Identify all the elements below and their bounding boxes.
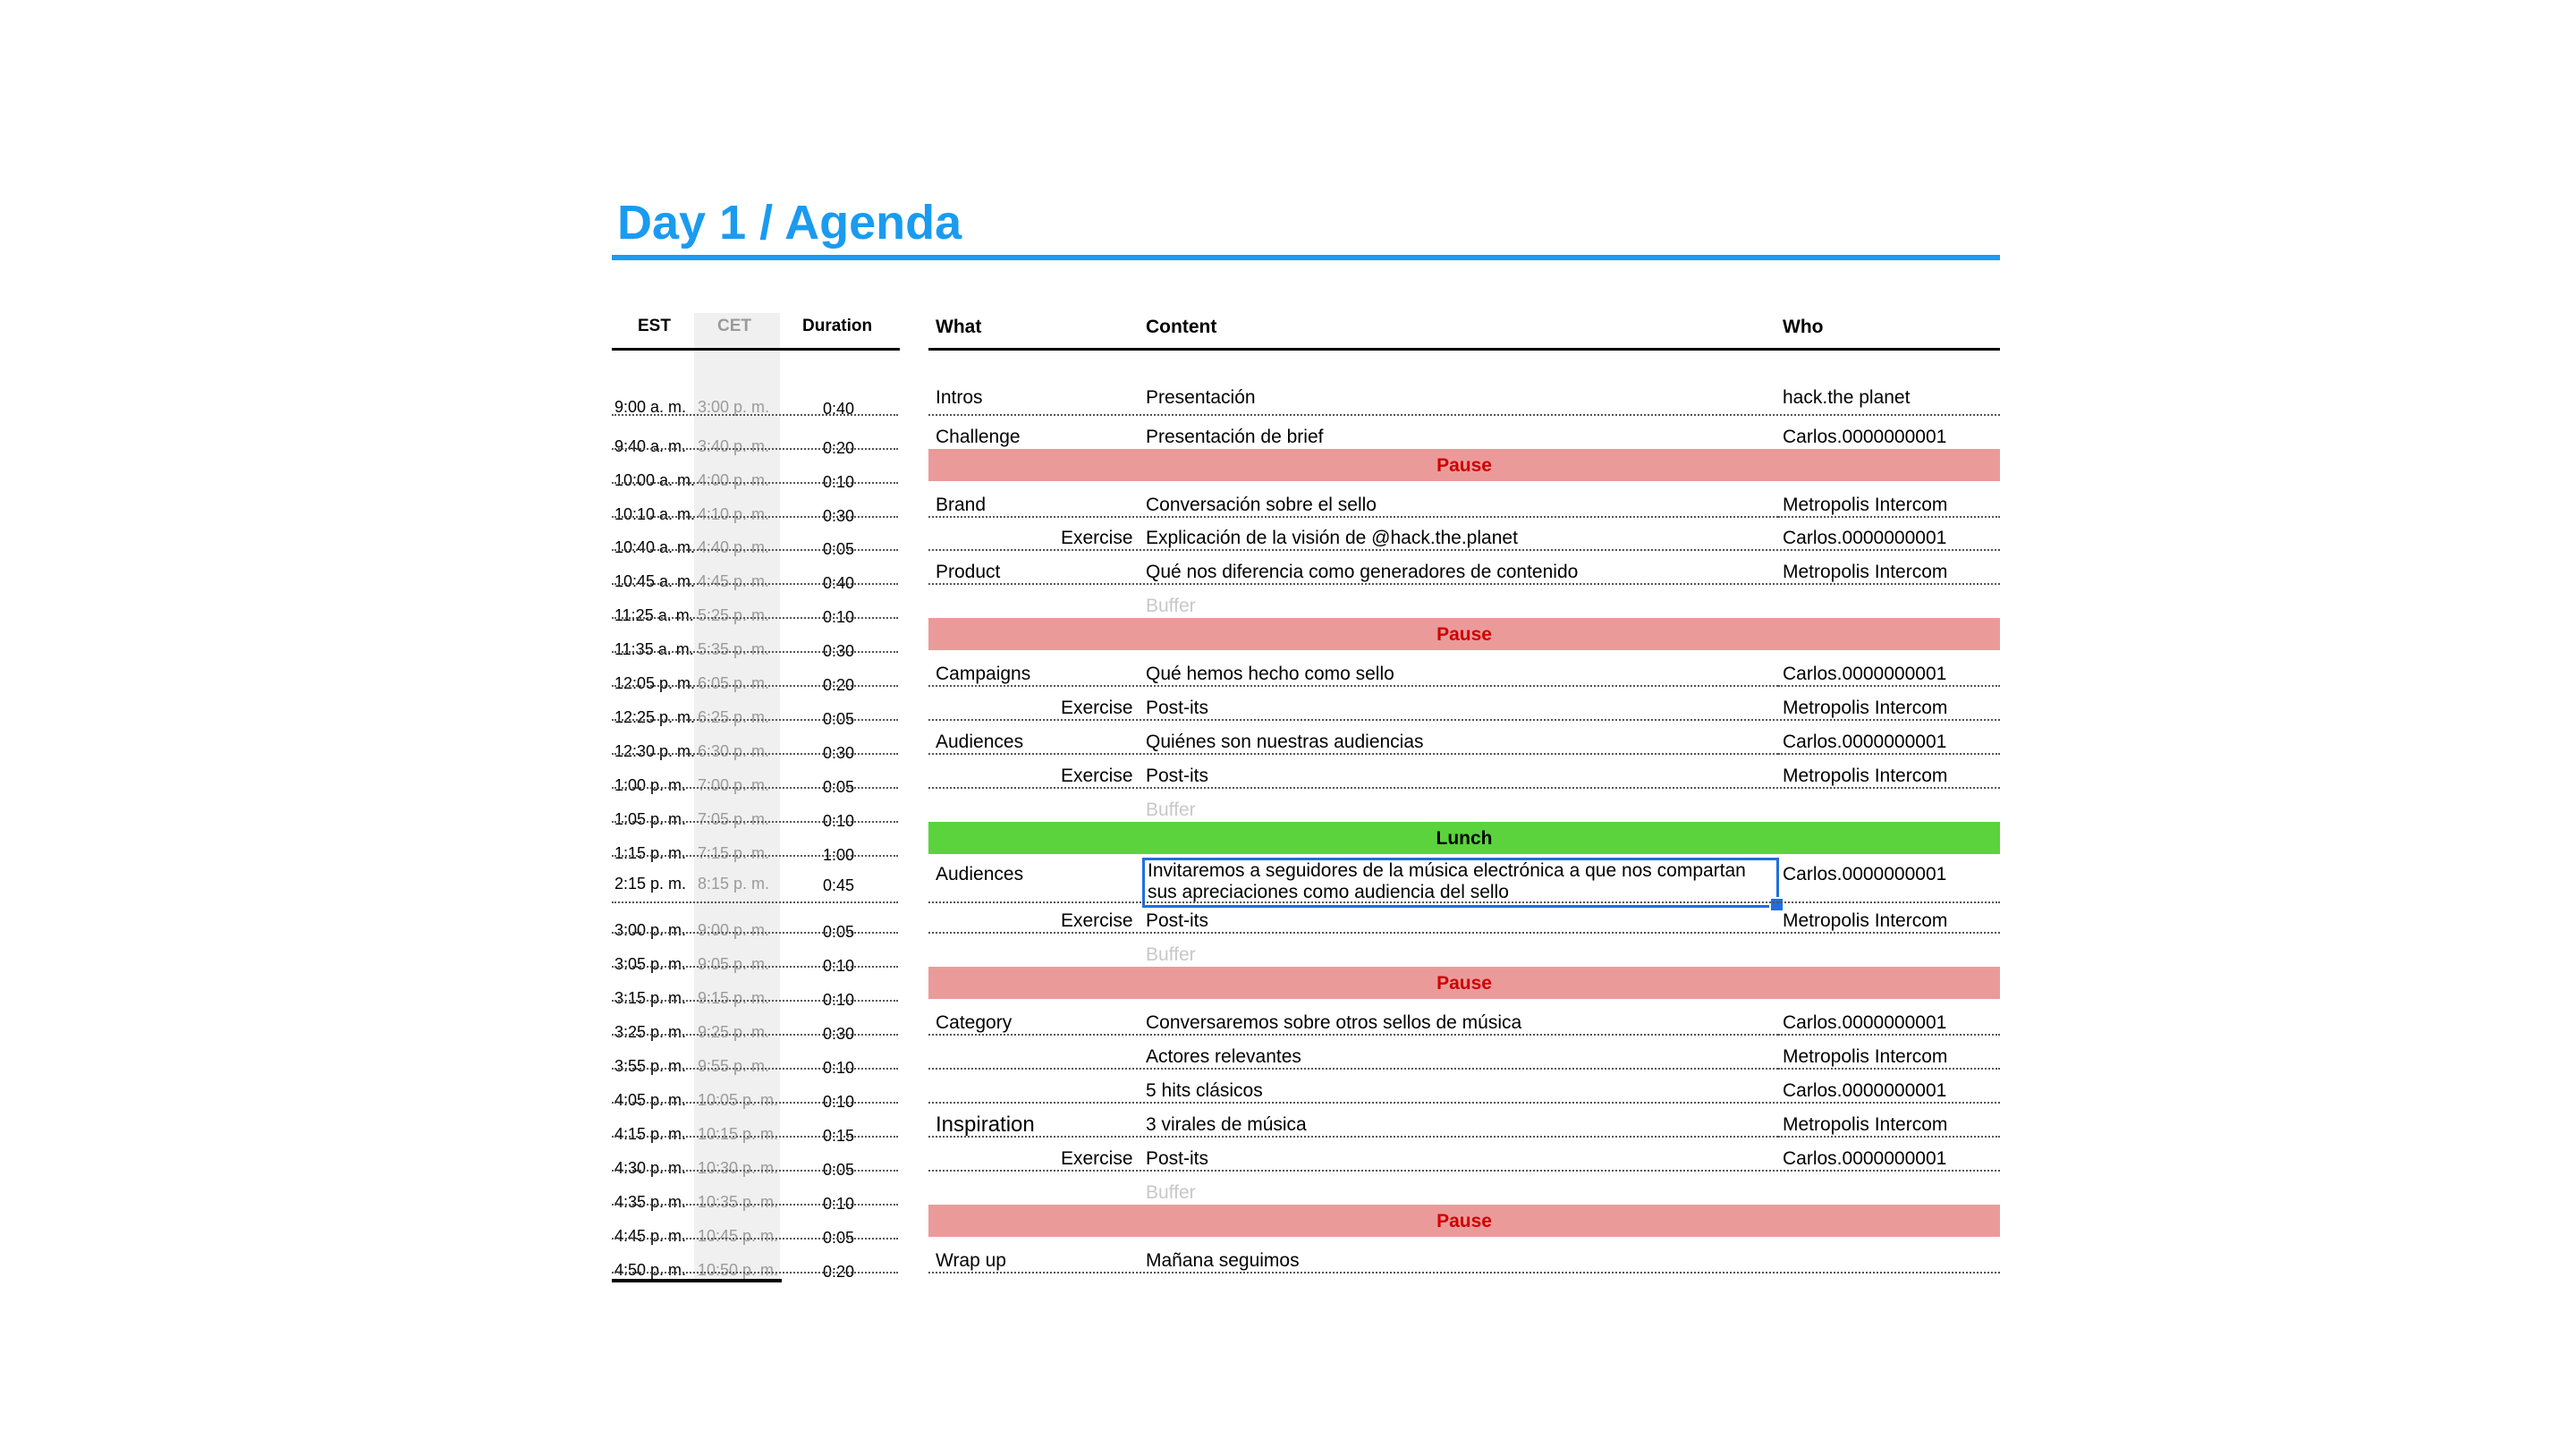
presenter: Metropolis Intercom bbox=[1783, 698, 1948, 718]
time-est: 1:05 p. m. bbox=[614, 810, 687, 828]
row-divider bbox=[928, 583, 2000, 585]
row-divider bbox=[612, 617, 898, 619]
row-divider bbox=[612, 482, 898, 484]
row-divider bbox=[928, 516, 1778, 518]
time-est: 2:15 p. m. bbox=[614, 875, 687, 893]
row-divider bbox=[612, 1034, 898, 1036]
row-divider bbox=[928, 1034, 1778, 1036]
time-est: 3:25 p. m. bbox=[614, 1023, 687, 1041]
presenter: Metropolis Intercom bbox=[1783, 495, 1948, 515]
bottom-rule bbox=[612, 1279, 782, 1282]
time-est: 4:15 p. m. bbox=[614, 1125, 687, 1143]
row-divider bbox=[612, 549, 898, 551]
duration: 0:30 bbox=[823, 507, 855, 525]
time-cet: 6:30 p. m. bbox=[698, 742, 770, 760]
activity-what: Campaigns bbox=[936, 664, 1031, 684]
time-est: 12:25 p. m. bbox=[614, 708, 696, 726]
time-est: 4:50 p. m. bbox=[614, 1261, 687, 1279]
time-est: 3:00 p. m. bbox=[614, 921, 687, 939]
duration: 0:40 bbox=[823, 400, 855, 418]
time-cet: 4:40 p. m. bbox=[698, 538, 770, 556]
presenter: hack.the planet bbox=[1783, 387, 1911, 408]
duration: 0:10 bbox=[823, 608, 855, 626]
content-text: Actores relevantes bbox=[1146, 1046, 1301, 1067]
row-divider bbox=[928, 685, 1778, 687]
row-divider bbox=[612, 855, 898, 857]
duration: 0:40 bbox=[823, 574, 855, 592]
time-est: 3:05 p. m. bbox=[614, 955, 687, 973]
time-est: 11:25 a. m. bbox=[614, 606, 694, 624]
duration: 0:05 bbox=[823, 778, 855, 796]
buffer-label: Buffer bbox=[1146, 596, 1196, 616]
row-divider bbox=[928, 549, 2000, 551]
duration: 0:20 bbox=[823, 439, 855, 457]
row-divider bbox=[1778, 1136, 2000, 1138]
content-text: Explicación de la visión de @hack.the.planet bbox=[1146, 528, 1518, 548]
pause-band: Pause bbox=[928, 618, 2000, 650]
time-cet: 5:35 p. m. bbox=[698, 640, 770, 658]
time-cet: 10:05 p. m. bbox=[698, 1091, 779, 1109]
duration: 0:10 bbox=[823, 991, 855, 1009]
time-est: 10:45 a. m. bbox=[614, 572, 696, 590]
buffer-label: Buffer bbox=[1146, 1182, 1196, 1203]
exercise-label: Exercise bbox=[1061, 698, 1133, 718]
time-est: 10:00 a. m. bbox=[614, 471, 696, 489]
activity-what: Audiences bbox=[936, 732, 1024, 752]
row-divider bbox=[612, 932, 898, 934]
row-divider bbox=[928, 753, 1778, 755]
row-divider bbox=[928, 1068, 1778, 1070]
row-divider bbox=[612, 685, 898, 687]
row-divider bbox=[1778, 1068, 2000, 1070]
presenter: Carlos.0000000001 bbox=[1783, 664, 1947, 684]
row-divider bbox=[612, 966, 898, 968]
row-divider bbox=[928, 901, 1778, 903]
duration: 0:10 bbox=[823, 1195, 855, 1213]
duration: 0:20 bbox=[823, 1263, 855, 1281]
row-divider bbox=[612, 753, 898, 755]
presenter: Carlos.0000000001 bbox=[1783, 1012, 1947, 1033]
presenter: Metropolis Intercom bbox=[1783, 766, 1948, 786]
time-cet: 8:15 p. m. bbox=[698, 875, 770, 893]
presenter: Carlos.0000000001 bbox=[1783, 528, 1947, 548]
content-text: Qué hemos hecho como sello bbox=[1146, 664, 1394, 684]
duration: 0:30 bbox=[823, 1025, 855, 1043]
time-cet: 9:55 p. m. bbox=[698, 1057, 770, 1075]
header-rule-left bbox=[612, 348, 900, 351]
row-divider bbox=[928, 932, 2000, 934]
exercise-label: Exercise bbox=[1061, 528, 1133, 548]
content-text: Post-its bbox=[1146, 766, 1209, 786]
row-divider bbox=[612, 787, 898, 789]
header-who: Who bbox=[1783, 317, 1824, 337]
activity-what: Brand bbox=[936, 495, 987, 515]
row-divider bbox=[1778, 685, 2000, 687]
row-divider bbox=[612, 1000, 898, 1002]
lunch-band: Lunch bbox=[928, 822, 2000, 854]
exercise-label: Exercise bbox=[1061, 766, 1133, 786]
time-est: 4:35 p. m. bbox=[614, 1193, 687, 1211]
duration: 0:45 bbox=[823, 876, 855, 894]
activity-what: Inspiration bbox=[936, 1113, 1035, 1137]
time-est: 9:00 a. m. bbox=[614, 398, 687, 416]
time-cet: 7:05 p. m. bbox=[698, 810, 770, 828]
time-cet: 4:10 p. m. bbox=[698, 505, 770, 523]
row-divider bbox=[612, 1068, 898, 1070]
activity-what: Intros bbox=[936, 387, 983, 408]
row-divider bbox=[928, 1170, 2000, 1172]
content-text: Mañana seguimos bbox=[1146, 1250, 1300, 1271]
row-divider bbox=[1778, 901, 2000, 903]
content-text: Presentación bbox=[1146, 387, 1256, 408]
time-cet: 10:50 p. m. bbox=[698, 1261, 779, 1279]
time-est: 10:10 a. m. bbox=[614, 505, 696, 523]
content-text: 5 hits clásicos bbox=[1146, 1080, 1263, 1101]
duration: 0:30 bbox=[823, 744, 855, 762]
presenter: Carlos.0000000001 bbox=[1783, 732, 1947, 752]
time-cet: 4:00 p. m. bbox=[698, 471, 770, 489]
row-divider bbox=[928, 1136, 1778, 1138]
duration: 0:15 bbox=[823, 1127, 855, 1145]
row-divider bbox=[612, 1204, 898, 1206]
row-divider bbox=[612, 1102, 898, 1104]
row-divider bbox=[1778, 1034, 2000, 1036]
presenter: Metropolis Intercom bbox=[1783, 562, 1948, 582]
row-divider bbox=[1778, 516, 2000, 518]
content-text: Post-its bbox=[1146, 1148, 1209, 1169]
buffer-label: Buffer bbox=[1146, 800, 1196, 820]
page-title: Day 1 / Agenda bbox=[617, 196, 962, 250]
content-text: Quiénes son nuestras audiencias bbox=[1146, 732, 1424, 752]
exercise-label: Exercise bbox=[1061, 1148, 1133, 1169]
time-cet: 10:45 p. m. bbox=[698, 1227, 779, 1245]
duration: 0:20 bbox=[823, 676, 855, 694]
time-est: 12:30 p. m. bbox=[614, 742, 696, 760]
duration: 0:10 bbox=[823, 957, 855, 975]
time-cet: 9:25 p. m. bbox=[698, 1023, 770, 1041]
time-est: 4:05 p. m. bbox=[614, 1091, 687, 1109]
duration: 0:05 bbox=[823, 923, 855, 941]
content-text: 3 virales de música bbox=[1146, 1114, 1307, 1135]
time-cet: 7:00 p. m. bbox=[698, 776, 770, 794]
row-divider bbox=[612, 1272, 898, 1274]
content-text: Post-its bbox=[1146, 698, 1209, 718]
presenter: Metropolis Intercom bbox=[1783, 1046, 1948, 1067]
row-divider bbox=[612, 1136, 898, 1138]
activity-what: Audiences bbox=[936, 864, 1024, 884]
row-divider bbox=[928, 1272, 2000, 1274]
duration: 0:05 bbox=[823, 1229, 855, 1247]
row-divider bbox=[612, 821, 898, 823]
time-cet: 9:00 p. m. bbox=[698, 921, 770, 939]
row-divider bbox=[612, 1170, 898, 1172]
content-text: Presentación de brief bbox=[1146, 427, 1324, 447]
time-cet: 5:25 p. m. bbox=[698, 606, 770, 624]
time-est: 11:35 a. m. bbox=[614, 640, 694, 658]
activity-what: Wrap up bbox=[936, 1250, 1006, 1271]
time-est: 3:15 p. m. bbox=[614, 989, 687, 1007]
row-divider bbox=[612, 448, 898, 450]
exercise-label: Exercise bbox=[1061, 910, 1133, 931]
pause-band: Pause bbox=[928, 967, 2000, 999]
header-rule-main bbox=[928, 348, 2000, 351]
row-divider bbox=[612, 1238, 898, 1240]
row-divider bbox=[612, 651, 898, 653]
time-cet: 10:30 p. m. bbox=[698, 1159, 779, 1177]
pause-band: Pause bbox=[928, 1205, 2000, 1237]
content-text: Invitaremos a seguidores de la música electrónica a que nos compartan sus apreciaciones como audiencia del sello bbox=[1148, 860, 1746, 902]
row-divider bbox=[612, 719, 898, 721]
row-divider bbox=[928, 787, 2000, 789]
row-divider bbox=[612, 901, 898, 903]
duration: 0:05 bbox=[823, 1161, 855, 1179]
title-underline bbox=[612, 255, 2000, 260]
header-est: EST bbox=[638, 317, 671, 335]
pause-band: Pause bbox=[928, 449, 2000, 481]
time-est: 9:40 a. m. bbox=[614, 437, 687, 455]
time-est: 12:05 p. m. bbox=[614, 674, 696, 692]
row-divider bbox=[928, 1102, 2000, 1104]
time-cet: 9:15 p. m. bbox=[698, 989, 770, 1007]
content-text: Post-its bbox=[1146, 910, 1209, 931]
row-divider bbox=[612, 516, 898, 518]
duration: 0:30 bbox=[823, 642, 855, 660]
time-est: 4:45 p. m. bbox=[614, 1227, 687, 1245]
presenter: Carlos.0000000001 bbox=[1783, 1080, 1947, 1101]
buffer-label: Buffer bbox=[1146, 944, 1196, 965]
row-divider bbox=[928, 414, 2000, 416]
row-divider bbox=[612, 583, 898, 585]
activity-what: Product bbox=[936, 562, 1001, 582]
time-cet: 10:15 p. m. bbox=[698, 1125, 779, 1143]
row-divider bbox=[928, 719, 2000, 721]
time-est: 10:40 a. m. bbox=[614, 538, 696, 556]
content-text: Qué nos diferencia como generadores de contenido bbox=[1146, 562, 1579, 582]
time-cet: 9:05 p. m. bbox=[698, 955, 770, 973]
time-est: 4:30 p. m. bbox=[614, 1159, 687, 1177]
header-duration: Duration bbox=[802, 317, 873, 335]
time-cet: 10:35 p. m. bbox=[698, 1193, 779, 1211]
time-cet: 6:25 p. m. bbox=[698, 708, 770, 726]
presenter: Carlos.0000000001 bbox=[1783, 1148, 1947, 1169]
time-cet: 3:00 p. m. bbox=[698, 398, 770, 416]
duration: 0:05 bbox=[823, 710, 855, 728]
duration: 0:10 bbox=[823, 473, 855, 491]
activity-what: Challenge bbox=[936, 427, 1021, 447]
row-divider bbox=[612, 414, 898, 416]
time-est: 1:00 p. m. bbox=[614, 776, 687, 794]
header-content: Content bbox=[1146, 317, 1217, 337]
time-cet: 3:40 p. m. bbox=[698, 437, 770, 455]
header-cet: CET bbox=[717, 317, 751, 335]
presenter: Metropolis Intercom bbox=[1783, 1114, 1948, 1135]
duration: 0:10 bbox=[823, 1093, 855, 1111]
time-cet: 7:15 p. m. bbox=[698, 844, 770, 862]
time-cet: 4:45 p. m. bbox=[698, 572, 770, 590]
time-est: 3:55 p. m. bbox=[614, 1057, 687, 1075]
duration: 0:10 bbox=[823, 1059, 855, 1077]
presenter: Carlos.0000000001 bbox=[1783, 864, 1947, 884]
duration: 0:10 bbox=[823, 812, 855, 830]
row-divider bbox=[1778, 753, 2000, 755]
presenter: Metropolis Intercom bbox=[1783, 910, 1948, 931]
activity-what: Category bbox=[936, 1012, 1013, 1033]
time-cet: 6:05 p. m. bbox=[698, 674, 770, 692]
duration: 1:00 bbox=[823, 846, 855, 864]
content-text: Conversaremos sobre otros sellos de música bbox=[1146, 1012, 1522, 1033]
content-text: Conversación sobre el sello bbox=[1146, 495, 1377, 515]
duration: 0:05 bbox=[823, 540, 855, 558]
time-est: 1:15 p. m. bbox=[614, 844, 687, 862]
presenter: Carlos.0000000001 bbox=[1783, 427, 1947, 447]
header-what: What bbox=[936, 317, 982, 337]
